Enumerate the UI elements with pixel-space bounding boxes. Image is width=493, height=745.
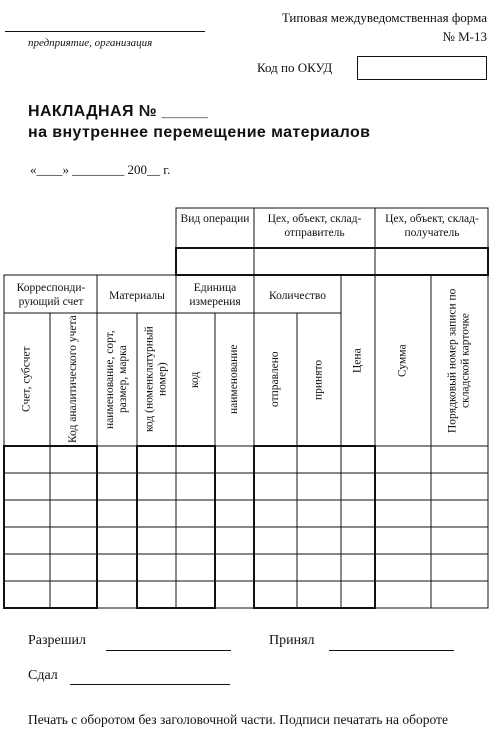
signature-allowed-label: Разрешил — [28, 633, 87, 648]
column-sent: отправлено — [269, 351, 281, 408]
table-row[interactable] — [5, 474, 487, 499]
receiver-cell[interactable] — [376, 249, 487, 274]
group-quantity: Количество — [269, 290, 326, 302]
organization-caption: предприятие, организация — [28, 37, 153, 49]
column-unit-code: код — [189, 371, 201, 388]
document-date: «____» ________ 200__ г. — [30, 162, 171, 177]
column-price: Цена — [351, 348, 364, 373]
document-subtitle: на внутреннее перемещение материалов — [28, 124, 371, 141]
signature-handed-line[interactable] — [70, 684, 230, 685]
column-account: Счет, субсчет — [20, 346, 33, 413]
signature-allowed-line[interactable] — [106, 650, 231, 651]
table-row[interactable] — [5, 447, 487, 472]
okud-label: Код по ОКУД — [257, 60, 333, 75]
sender-cell[interactable] — [255, 249, 374, 274]
column-sender: Цех, объект, склад-отправитель — [267, 213, 362, 239]
column-receiver: Цех, объект, склад-получатель — [385, 213, 479, 239]
document-title: НАКЛАДНАЯ № _____ — [28, 103, 209, 120]
signature-received-line[interactable] — [329, 650, 454, 651]
column-received: принято — [312, 359, 325, 400]
column-card-record-number: Порядковый номер записи по складской карточке — [446, 288, 472, 433]
operation-type-cell[interactable] — [177, 249, 253, 274]
column-operation-type: Вид операции — [180, 213, 250, 225]
table-row[interactable] — [5, 528, 487, 553]
group-materials: Материалы — [109, 290, 165, 302]
signature-handed-label: Сдал — [28, 668, 58, 683]
form-type-line2: № М-13 — [442, 29, 487, 44]
column-sum: Сумма — [396, 344, 409, 377]
form-type-line1: Типовая междуведомственная форма — [281, 10, 487, 25]
group-correspondent-account: Корреспонди-рующий счет — [16, 282, 86, 308]
footer-note: Печать с оборотом без заголовочной части. Подписи печатать на обороте — [28, 712, 448, 727]
column-analytic-code: Код аналитического учета — [67, 315, 79, 444]
group-unit: Единица измерения — [189, 282, 241, 308]
table-row[interactable] — [5, 582, 487, 607]
table-row[interactable] — [5, 501, 487, 526]
signature-received-label: Принял — [269, 633, 315, 648]
column-material-code: код (номенклатурный номер) — [143, 326, 169, 433]
column-unit-name: наименование — [228, 344, 240, 415]
table-row[interactable] — [5, 555, 487, 580]
column-material-name: наименование, сорт, размер, марка — [104, 330, 129, 429]
